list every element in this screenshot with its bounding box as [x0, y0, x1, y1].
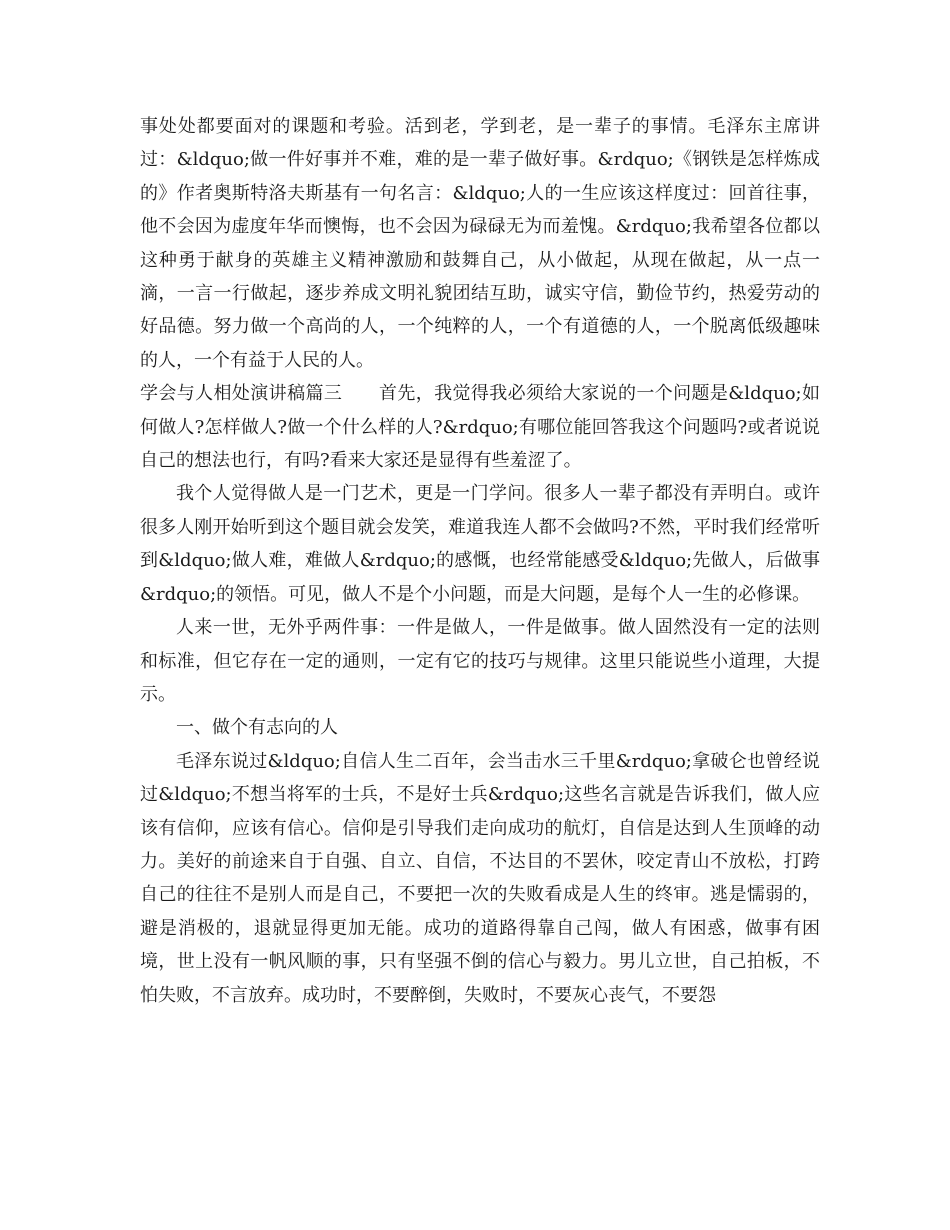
subheading-1: 一、做个有志向的人	[176, 717, 338, 739]
paragraph-2-section-heading: 学会与人相处演讲稿篇三 首先，我觉得我必须给大家说的一个问题是&ldquo;如何做人?怎样做人?做一个什么样的人?&rdquo;有哪位能回答我这个问题吗?或者说说自己的想法也行，有吗?看来大家还是显得有些羞涩了。	[140, 383, 820, 472]
paragraph-3: 我个人觉得做人是一门艺术，更是一门学问。很多人一辈子都没有弄明白。或许很多人刚开始听到这个题目就会发笑，难道我连人都不会做吗?不然，平时我们经常听到&ldquo;做人难，难做人&rdquo;的感慨，也经常能感受&ldquo;先做人，后做事&rdquo;的领悟。可见，做人不是个小问题，而是大问题，是每个人一生的必修课。	[140, 483, 820, 605]
paragraph-1: 事处处都要面对的课题和考验。活到老，学到老，是一辈子的事情。毛泽东主席讲过：&ldquo;做一件好事并不难，难的是一辈子做好事。&rdquo;《钢铁是怎样炼成的》作者奥斯特洛夫斯基有一句名言：&ldquo;人的一生应该这样度过：回首往事，他不会因为虚度年华而懊悔，也不会因为碌碌无为而羞愧。&rdquo;我希望各位都以这种勇于献身的英雄主义精神激励和鼓舞自己，从小做起，从现在做起，从一点一滴，一言一行做起，逐步养成文明礼貌团结互助，诚实守信，勤俭节约，热爱劳动的好品德。努力做一个高尚的人，一个纯粹的人，一个有道德的人，一个脱离低级趣味的人，一个有益于人民的人。	[140, 116, 820, 371]
paragraph-4: 人来一世，无外乎两件事：一件是做人，一件是做事。做人固然没有一定的法则和标准，但它存在一定的通则，一定有它的技巧与规律。这里只能说些小道理，大提示。	[140, 617, 820, 705]
paragraph-6: 毛泽东说过&ldquo;自信人生二百年，会当击水三千里&rdquo;拿破仑也曾经说过&ldquo;不想当将军的士兵，不是好士兵&rdquo;这些名言就是告诉我们，做人应该有信仰，应该有信心。信仰是引导我们走向成功的航灯，自信是达到人生顶峰的动力。美好的前途来自于自强、自立、自信，不达目的不罢休，咬定青山不放松，打跨自己的往往不是别人而是自己，不要把一次的失败看成是人生的终审。逃是懦弱的，避是消极的，退就显得更加无能。成功的道路得靠自己闯，做人有困惑，做事有困境，世上没有一帆风顺的事，只有坚强不倒的信心与毅力。男儿立世，自己拍板，不怕失败，不言放弃。成功时，不要醉倒，失败时，不要灰心丧气，不要怨	[140, 750, 820, 1006]
document-body	[140, 110, 820, 1012]
